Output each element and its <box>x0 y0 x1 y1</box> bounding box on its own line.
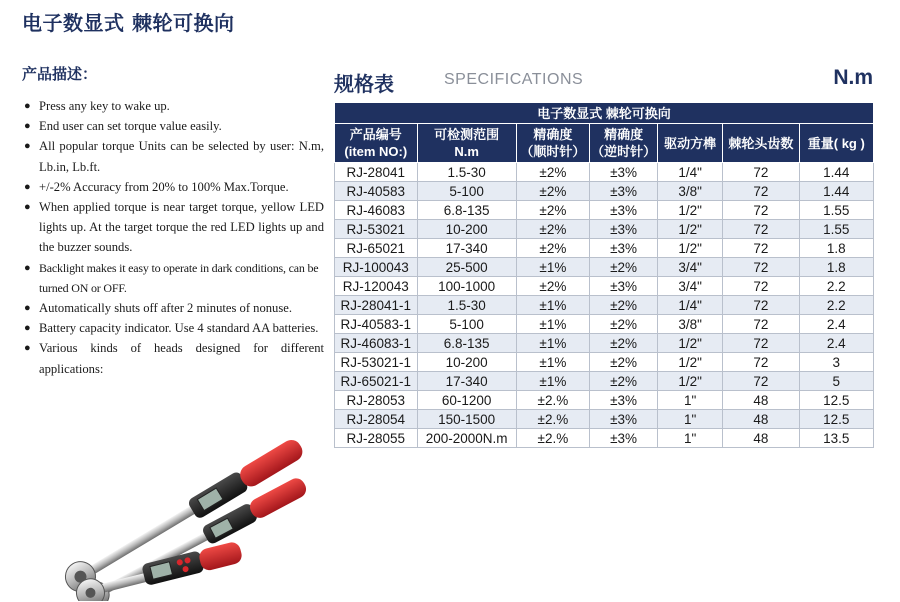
table-cell: 200-2000N.m <box>417 429 516 448</box>
table-cell: RJ-53021-1 <box>335 353 418 372</box>
table-cell: 1/2" <box>658 353 723 372</box>
bullet-icon: ● <box>24 120 31 133</box>
bullet-icon: ● <box>24 322 31 335</box>
table-cell: 12.5 <box>799 391 873 410</box>
table-cell: 1.44 <box>799 163 873 182</box>
feature-item: ● Backlight makes it easy to operate in dark conditions, can be turned ON or OFF. <box>24 258 324 298</box>
table-cell: 1.8 <box>799 258 873 277</box>
table-cell: 5 <box>799 372 873 391</box>
table-cell: ±2% <box>516 201 589 220</box>
table-cell: 1.8 <box>799 239 873 258</box>
table-cell: 3/4" <box>658 277 723 296</box>
table-cell: 3/4" <box>658 258 723 277</box>
table-cell: ±2.% <box>516 429 589 448</box>
table-cell: 72 <box>723 315 799 334</box>
table-row <box>335 201 874 220</box>
table-cell: 72 <box>723 277 799 296</box>
feature-item: ● End user can set torque value easily. <box>24 116 324 136</box>
table-cell: ±3% <box>590 410 658 429</box>
table-cell: 1.44 <box>799 182 873 201</box>
table-body <box>335 163 874 448</box>
table-cell: ±2% <box>516 220 589 239</box>
description-heading: 产品描述： <box>22 65 98 83</box>
feature-item: ● Automatically shuts off after 2 minutes of nonuse. <box>24 298 324 318</box>
table-cell: 60-1200 <box>417 391 516 410</box>
spec-table <box>334 102 874 448</box>
table-cell: 1/2" <box>658 220 723 239</box>
table-cell: RJ-46083 <box>335 201 418 220</box>
table-cell: 72 <box>723 201 799 220</box>
table-cell: 1" <box>658 429 723 448</box>
bullet-icon: ● <box>24 342 31 355</box>
table-row <box>335 334 874 353</box>
table-cell: ±2.% <box>516 391 589 410</box>
table-cell: ±3% <box>590 182 658 201</box>
feature-item: ● Press any key to wake up. <box>24 96 324 116</box>
table-cell: ±2% <box>590 334 658 353</box>
table-cell: 1.5-30 <box>417 163 516 182</box>
table-cell: ±2% <box>516 239 589 258</box>
page-title: 电子数显式 棘轮可换向 <box>22 11 235 35</box>
table-cell: 72 <box>723 239 799 258</box>
table-cell: 1/2" <box>658 201 723 220</box>
bullet-icon: ● <box>24 180 31 193</box>
table-cell: RJ-65021-1 <box>335 372 418 391</box>
table-cell: ±1% <box>516 315 589 334</box>
table-cell: 48 <box>723 410 799 429</box>
table-cell: RJ-65021 <box>335 239 418 258</box>
table-cell: ±2% <box>590 258 658 277</box>
table-cell: ±2% <box>590 315 658 334</box>
table-cell: 72 <box>723 163 799 182</box>
table-cell: 72 <box>723 372 799 391</box>
table-row <box>335 391 874 410</box>
table-cell: 72 <box>723 182 799 201</box>
unit-label: N.m <box>833 66 873 89</box>
table-cell: 3/8" <box>658 315 723 334</box>
table-cell: 3/8" <box>658 182 723 201</box>
table-cell: 6.8-135 <box>417 201 516 220</box>
table-cell: ±1% <box>516 296 589 315</box>
bullet-icon: ● <box>24 261 31 274</box>
table-cell: RJ-46083-1 <box>335 334 418 353</box>
table-cell: ±3% <box>590 220 658 239</box>
table-cell: 2.2 <box>799 277 873 296</box>
table-cell: 10-200 <box>417 220 516 239</box>
table-row <box>335 315 874 334</box>
table-cell: ±2% <box>590 372 658 391</box>
table-cell: 12.5 <box>799 410 873 429</box>
bullet-icon: ● <box>24 100 31 112</box>
bullet-icon: ● <box>24 302 31 315</box>
table-cell: RJ-28055 <box>335 429 418 448</box>
table-cell: 2.4 <box>799 334 873 353</box>
bullet-icon: ● <box>24 140 31 153</box>
table-cell: ±2% <box>516 163 589 182</box>
table-cell: 48 <box>723 391 799 410</box>
column-header: 驱动方榫 <box>658 124 723 163</box>
table-cell: ±2% <box>590 296 658 315</box>
table-cell: 13.5 <box>799 429 873 448</box>
table-cell: 25-500 <box>417 258 516 277</box>
table-row <box>335 372 874 391</box>
table-cell: 1.5-30 <box>417 296 516 315</box>
table-cell: 72 <box>723 353 799 372</box>
table-cell: RJ-40583-1 <box>335 315 418 334</box>
column-header: 精确度 （顺时针） <box>516 124 589 163</box>
table-cell: ±1% <box>516 372 589 391</box>
table-cell: 1" <box>658 391 723 410</box>
table-cell: 1/2" <box>658 239 723 258</box>
table-cell: 17-340 <box>417 239 516 258</box>
table-cell: ±1% <box>516 353 589 372</box>
feature-item: ● Various kinds of heads designed for different applications: <box>24 338 324 378</box>
table-cell: RJ-28041 <box>335 163 418 182</box>
table-cell: 6.8-135 <box>417 334 516 353</box>
table-row <box>335 163 874 182</box>
feature-list <box>24 96 324 379</box>
table-cell: 5-100 <box>417 315 516 334</box>
table-cell: 1/2" <box>658 372 723 391</box>
table-cell: RJ-53021 <box>335 220 418 239</box>
table-cell: ±2% <box>590 353 658 372</box>
table-cell: 48 <box>723 429 799 448</box>
table-cell: 1.55 <box>799 201 873 220</box>
table-cell: 72 <box>723 258 799 277</box>
feature-item: ● When applied torque is near target torque, yellow LED lights up. At the target torque the red LED lights up and the buzzer sounds. <box>24 197 324 258</box>
table-cell: ±3% <box>590 201 658 220</box>
spec-title-cn: 规格表 <box>334 72 394 96</box>
table-cell: 2.4 <box>799 315 873 334</box>
table-cell: 1.55 <box>799 220 873 239</box>
table-cell: 3 <box>799 353 873 372</box>
table-cell: 150-1500 <box>417 410 516 429</box>
table-cell: ±3% <box>590 277 658 296</box>
table-cell: 100-1000 <box>417 277 516 296</box>
table-cell: RJ-28054 <box>335 410 418 429</box>
column-header: 精确度 （逆时针） <box>590 124 658 163</box>
table-row <box>335 410 874 429</box>
table-cell: 72 <box>723 220 799 239</box>
bullet-icon: ● <box>24 201 31 214</box>
table-row <box>335 296 874 315</box>
feature-item: ● Battery capacity indicator. Use 4 standard AA batteries. <box>24 318 324 338</box>
table-cell: ±2% <box>516 182 589 201</box>
table-row <box>335 220 874 239</box>
table-cell: ±1% <box>516 258 589 277</box>
column-header: 产品编号 (item NO:) <box>335 124 418 163</box>
feature-item: ● +/-2% Accuracy from 20% to 100% Max.Torque. <box>24 177 324 197</box>
table-row <box>335 239 874 258</box>
table-caption: 电子数显式 棘轮可换向 <box>335 103 874 124</box>
column-header: 重量( kg ) <box>799 124 873 163</box>
table-cell: 5-100 <box>417 182 516 201</box>
table-cell: RJ-40583 <box>335 182 418 201</box>
spec-title-en: SPECIFICATIONS <box>444 71 584 88</box>
table-cell: 1/4" <box>658 296 723 315</box>
table-row <box>335 277 874 296</box>
column-header: 可检测范围 N.m <box>417 124 516 163</box>
table-cell: 10-200 <box>417 353 516 372</box>
torque-wrench-product-image <box>22 396 332 601</box>
column-header: 棘轮头齿数 <box>723 124 799 163</box>
table-cell: 2.2 <box>799 296 873 315</box>
table-row <box>335 182 874 201</box>
table-header-row <box>335 124 874 163</box>
feature-item: ● All popular torque Units can be selected by user: N.m, Lb.in, Lb.ft. <box>24 136 324 176</box>
table-cell: 17-340 <box>417 372 516 391</box>
table-cell: 1/4" <box>658 163 723 182</box>
table-row <box>335 429 874 448</box>
table-cell: RJ-28053 <box>335 391 418 410</box>
table-cell: RJ-28041-1 <box>335 296 418 315</box>
table-cell: 1" <box>658 410 723 429</box>
table-cell: 72 <box>723 296 799 315</box>
table-cell: ±3% <box>590 429 658 448</box>
table-cell: ±2.% <box>516 410 589 429</box>
table-cell: ±1% <box>516 334 589 353</box>
table-cell: ±3% <box>590 391 658 410</box>
table-row <box>335 258 874 277</box>
table-row <box>335 353 874 372</box>
table-cell: 72 <box>723 334 799 353</box>
table-cell: ±2% <box>516 277 589 296</box>
table-cell: ±3% <box>590 239 658 258</box>
table-cell: RJ-100043 <box>335 258 418 277</box>
table-cell: RJ-120043 <box>335 277 418 296</box>
table-cell: 1/2" <box>658 334 723 353</box>
table-cell: ±3% <box>590 163 658 182</box>
